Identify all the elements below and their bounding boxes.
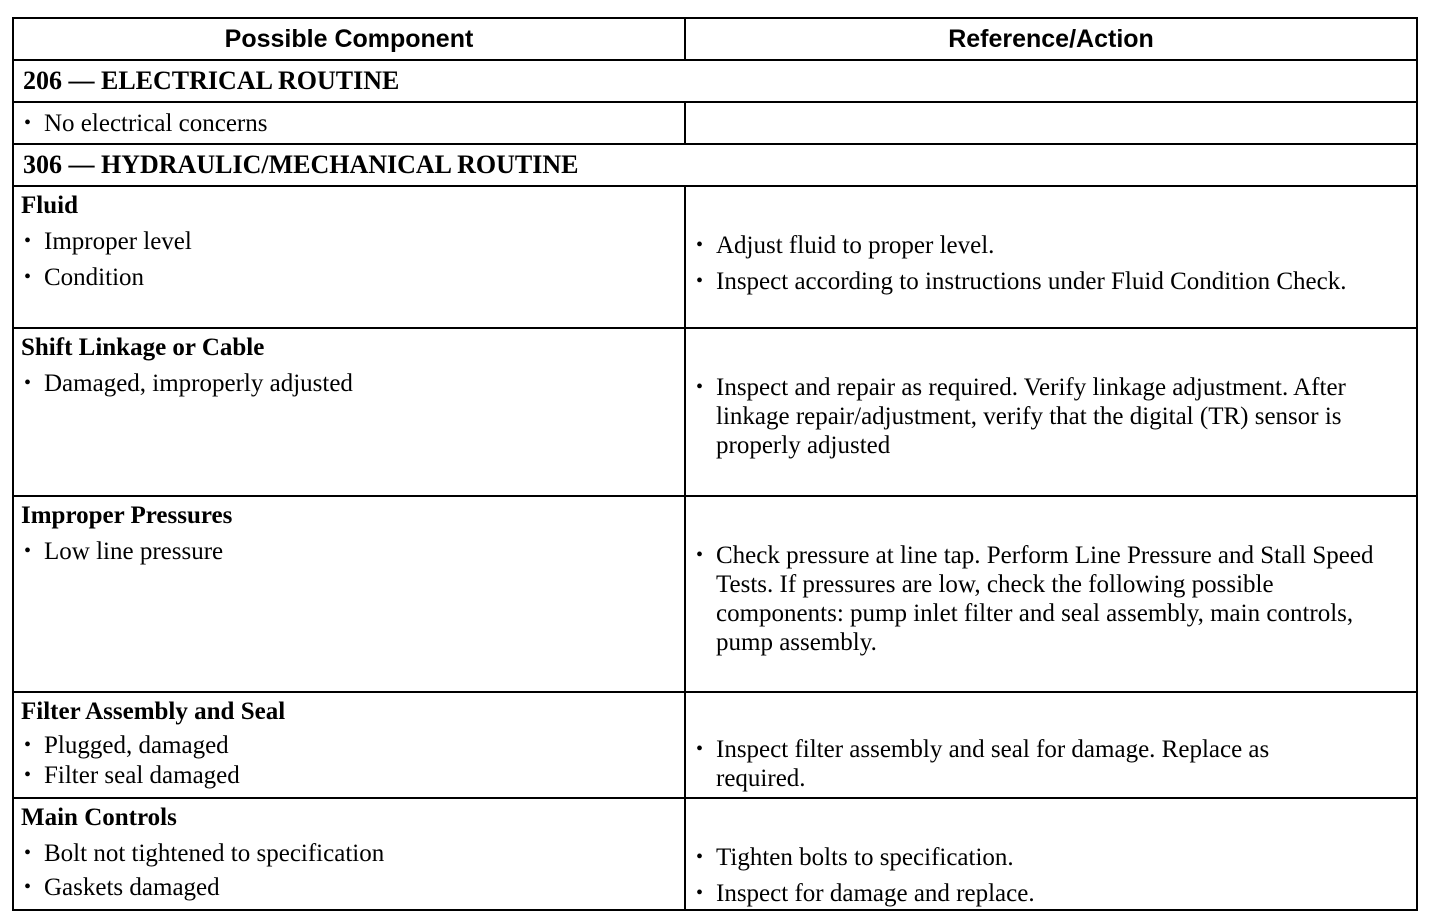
column-header-action: Reference/Action — [948, 25, 1154, 53]
action-item: • Inspect according to instructions under Fluid Condition Check. — [694, 267, 1356, 296]
component-item: • No electrical concerns — [22, 109, 678, 138]
action-item: • Inspect for damage and replace. — [694, 879, 1410, 908]
group-title: Filter Assembly and Seal — [21, 698, 286, 725]
table-row — [14, 329, 1416, 497]
component-item: • Low line pressure — [22, 537, 678, 566]
component-item: • Condition — [22, 263, 678, 292]
section-row-206 — [14, 61, 1416, 103]
group-title: Fluid — [21, 192, 78, 219]
table-row — [14, 693, 1416, 799]
component-item: • Filter seal damaged — [22, 761, 678, 790]
section-title-206: 206 — ELECTRICAL ROUTINE — [23, 66, 400, 95]
component-item: • Plugged, damaged — [22, 731, 678, 760]
column-header-component: Possible Component — [14, 19, 686, 59]
component-item: • Bolt not tightened to specification — [22, 839, 678, 868]
section-title-306: 306 — HYDRAULIC/MECHANICAL ROUTINE — [23, 150, 579, 179]
table-row — [14, 497, 1416, 693]
action-item: • Adjust fluid to proper level. — [694, 231, 1410, 260]
table-row — [14, 187, 1416, 329]
table-row — [14, 799, 1416, 909]
table-row — [14, 103, 1416, 145]
section-row-306 — [14, 145, 1416, 187]
troubleshooting-table — [12, 17, 1418, 911]
group-title: Main Controls — [21, 804, 177, 831]
component-item: • Damaged, improperly adjusted — [22, 369, 678, 398]
group-title: Improper Pressures — [21, 502, 233, 529]
action-item: • Tighten bolts to specification. — [694, 843, 1410, 872]
table-header-row — [14, 19, 1416, 61]
action-item: • Inspect filter assembly and seal for damage. Replace as required. — [694, 735, 1356, 793]
action-item: • Inspect and repair as required. Verify linkage adjustment. After linkage repair/adjustment, verify that the digital (TR) sensor is properly adjusted — [694, 373, 1386, 460]
action-item: • Check pressure at line tap. Perform Line Pressure and Stall Speed Tests. If pressures are low, check the following possible components: pump inlet filter and seal assembly, main controls, pump assembly. — [694, 541, 1386, 657]
component-item: • Gaskets damaged — [22, 873, 678, 902]
group-title: Shift Linkage or Cable — [21, 334, 265, 361]
component-item: • Improper level — [22, 227, 678, 256]
